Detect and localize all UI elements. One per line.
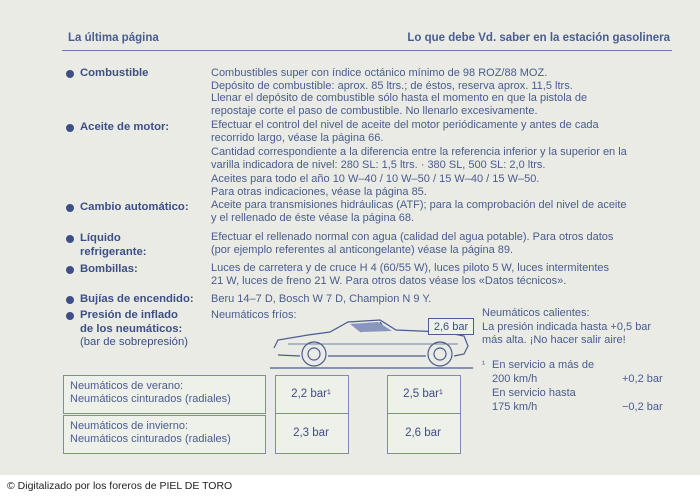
bullet-icon	[66, 70, 74, 78]
hot-tires-line2: más alta. ¡No hacer salir aire!	[482, 334, 626, 346]
footnote-mark: ¹	[482, 359, 485, 369]
plugs-text: Beru 14–7 D, Bosch W 7 D, Champion N 9 Y.	[211, 293, 432, 305]
header-divider	[62, 50, 672, 51]
footnote2-line2: 175 km/h	[492, 401, 538, 413]
car-pressure-badge: 2,6 bar	[428, 318, 474, 335]
footnote2-value: −0,2 bar	[622, 401, 663, 413]
bullet-icon	[66, 204, 74, 212]
winter-tires-line2: Neumáticos cinturados (radiales)	[70, 433, 231, 445]
hot-tires-title: Neumáticos calientes:	[482, 307, 590, 319]
coolant-text: Efectuar el rellenado normal con agua (calidad del agua potable). Para otros datos (por ejemplo referentes al anticongelante) véase la página 89.	[211, 231, 614, 256]
footer-credit: © Digitalizado por los foreros de PIEL DE TORO	[7, 480, 233, 492]
oil-label: Aceite de motor:	[66, 121, 169, 135]
bullet-icon	[66, 296, 74, 304]
bullet-icon	[66, 235, 74, 243]
footnote1-line1: En servicio a más de	[492, 359, 595, 371]
auto-text: Aceite para transmisiones hidráulicas (ATF); para la comprobación del nivel de aceite y el rellenado de éste véase la página 68.	[211, 199, 627, 224]
hot-tires-line1: La presión indicada hasta +0,5 bar	[482, 321, 652, 333]
tires-label: Presión de inflado de los neumáticos: (bar de sobrepresión)	[66, 309, 188, 350]
summer-tires-line1: Neumáticos de verano:	[70, 380, 184, 392]
bullet-icon	[66, 124, 74, 132]
winter-tires-line1: Neumáticos de invierno:	[70, 420, 189, 432]
footnote1-line2: 200 km/h	[492, 373, 538, 385]
oil-text: Efectuar el control del nivel de aceite del motor periódicamente y antes de cada recorrido largo, véase la página 66. Cantidad correspondiente a la diferencia entre la referencia inferior y la superior en la varilla indicadora de nivel: 280 SL: 1,5 ltrs. · 380 SL, 500 SL: 2,0 ltrs. Aceites para todo el año 10 W–40 / 10 W–50 / 15 W–40 / 15 W–50. Para otras indicaciones, véase la página 85.	[211, 119, 627, 198]
summer-front-pressure: 2,2 bar¹	[291, 388, 331, 400]
header-right: Lo que debe Vd. saber en la estación gasolinera	[407, 32, 670, 44]
bulbs-text: Luces de carretera y de cruce H 4 (60/55 W), luces piloto 5 W, luces intermitentes 21 W, luces de freno 21 W. Para otros datos véase los «Datos técnicos».	[211, 262, 610, 287]
coolant-label: Líquido refrigerante:	[66, 232, 147, 259]
fuel-text: Combustibles super con índice octánico mínimo de 98 ROZ/88 MOZ. Depósito de combustible: aprox. 85 ltrs.; de éstos, reserva aprox. 11,5 ltrs. Llenar el depósito de combustible sólo hasta el momento en que la pistola de repostaje corte el paso de combustible. No llenarlo excesivamente.	[211, 67, 588, 117]
summer-rear-pressure: 2,5 bar¹	[403, 388, 443, 400]
summer-tires-line2: Neumáticos cinturados (radiales)	[70, 393, 231, 405]
bullet-icon	[66, 312, 74, 320]
footnote1-value: +0,2 bar	[622, 373, 663, 385]
cold-tires-label: Neumáticos fríos:	[211, 309, 297, 321]
winter-rear-pressure: 2,6 bar	[405, 427, 441, 439]
bullet-icon	[66, 266, 74, 274]
plugs-label: Bujías de encendido:	[66, 293, 194, 307]
header-left: La última página	[68, 32, 159, 44]
auto-label: Cambio automático:	[66, 201, 189, 215]
bulbs-label: Bombillas:	[66, 263, 138, 277]
footnote2-line1: En servicio hasta	[492, 387, 576, 399]
fuel-label: Combustible	[66, 67, 148, 81]
winter-front-pressure: 2,3 bar	[293, 427, 329, 439]
